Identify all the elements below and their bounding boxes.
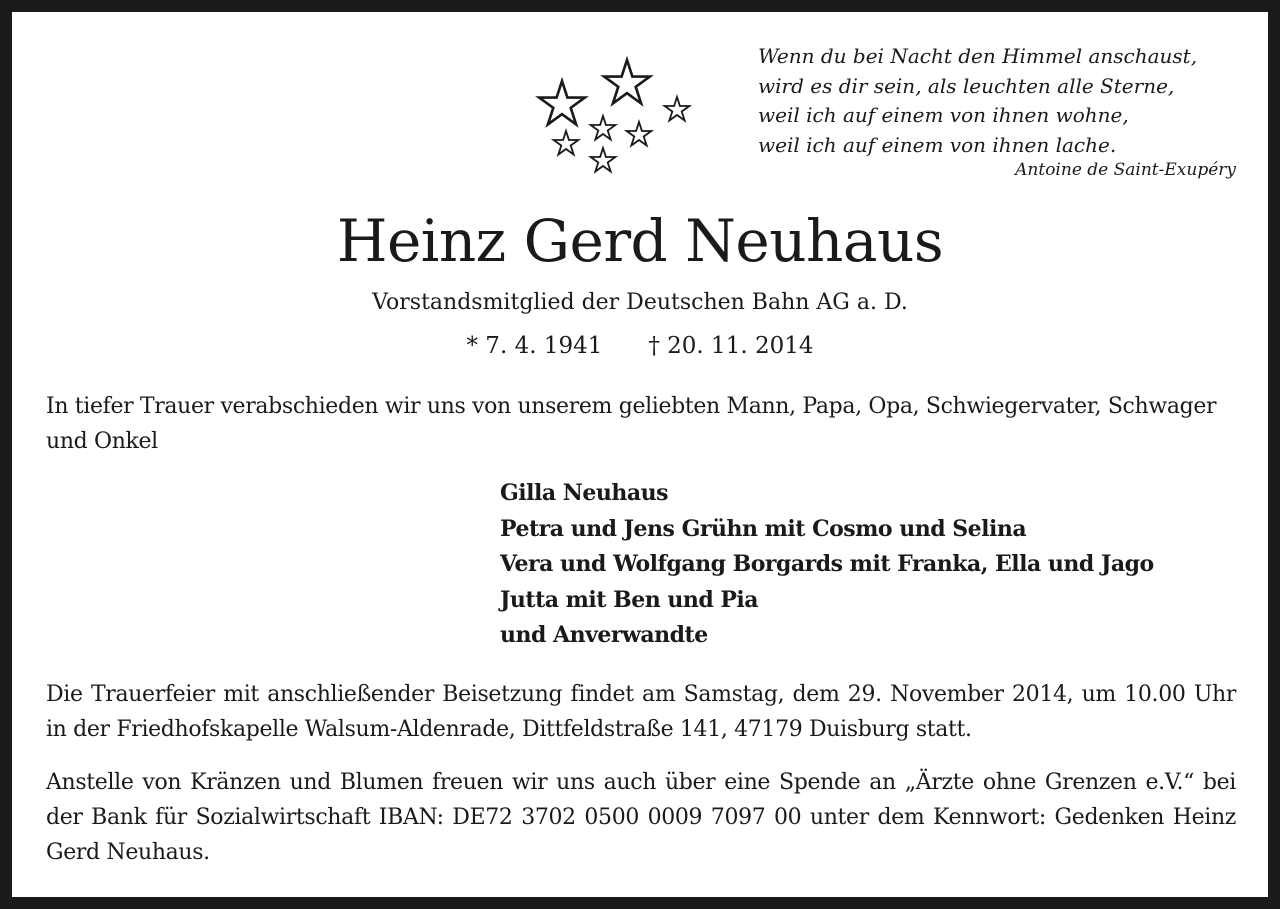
deceased-name: Heinz Gerd Neuhaus	[336, 207, 944, 275]
birth-date: * 7. 4. 1941	[466, 333, 603, 359]
quote-line: Wenn du bei Nacht den Himmel anschaust,	[758, 44, 1198, 68]
quote-line: wird es dir sein, als leuchten alle Sterne,	[758, 73, 1175, 98]
quote	[758, 42, 1238, 160]
life-dates	[12, 333, 1268, 359]
family-member: Petra und Jens Grühn mit Cosmo und Selina	[500, 515, 1027, 542]
intro-text: In tiefer Trauer verabschieden wir uns von unserem geliebten Mann, Papa, Opa, Schwiegervater, Schwager und Onkel	[46, 394, 1217, 454]
donation-info: Anstelle von Kränzen und Blumen freuen wir uns auch über eine Spende an „Ärzte ohne Grenzen e.V.“ bei der Bank für Sozialwirtschaft IBAN: DE72 3702 0500 0009 7097 00 unter dem Kennwort: Gedenken Heinz Gerd Neuhaus.	[46, 770, 1236, 865]
family-member: und Anverwandte	[500, 622, 708, 648]
quote-author: Antoine de Saint-Exupéry	[1015, 160, 1236, 180]
funeral-info: Die Trauerfeier mit anschließender Beisetzung findet am Samstag, dem 29. November 2014, um 10.00 Uhr in der Friedhofskapelle Walsum-Aldenrade, Dittfeldstraße 141, 47179 Duisburg statt.	[46, 682, 1236, 742]
family-member: Gilla Neuhaus	[500, 480, 669, 506]
stars-ornament-icon	[527, 52, 707, 182]
quote-line: weil ich auf einem von ihnen lache.	[758, 132, 1117, 157]
obituary-notice	[12, 12, 1268, 897]
deceased-role: Vorstandsmitglied der Deutschen Bahn AG a. D.	[372, 290, 908, 315]
quote-line: weil ich auf einem von ihnen wohne,	[758, 103, 1129, 127]
death-date: † 20. 11. 2014	[648, 333, 814, 359]
family-list	[500, 476, 1260, 654]
family-member: Vera und Wolfgang Borgards mit Franka, Ella und Jago	[500, 551, 1154, 577]
family-member: Jutta mit Ben und Pia	[500, 586, 759, 613]
